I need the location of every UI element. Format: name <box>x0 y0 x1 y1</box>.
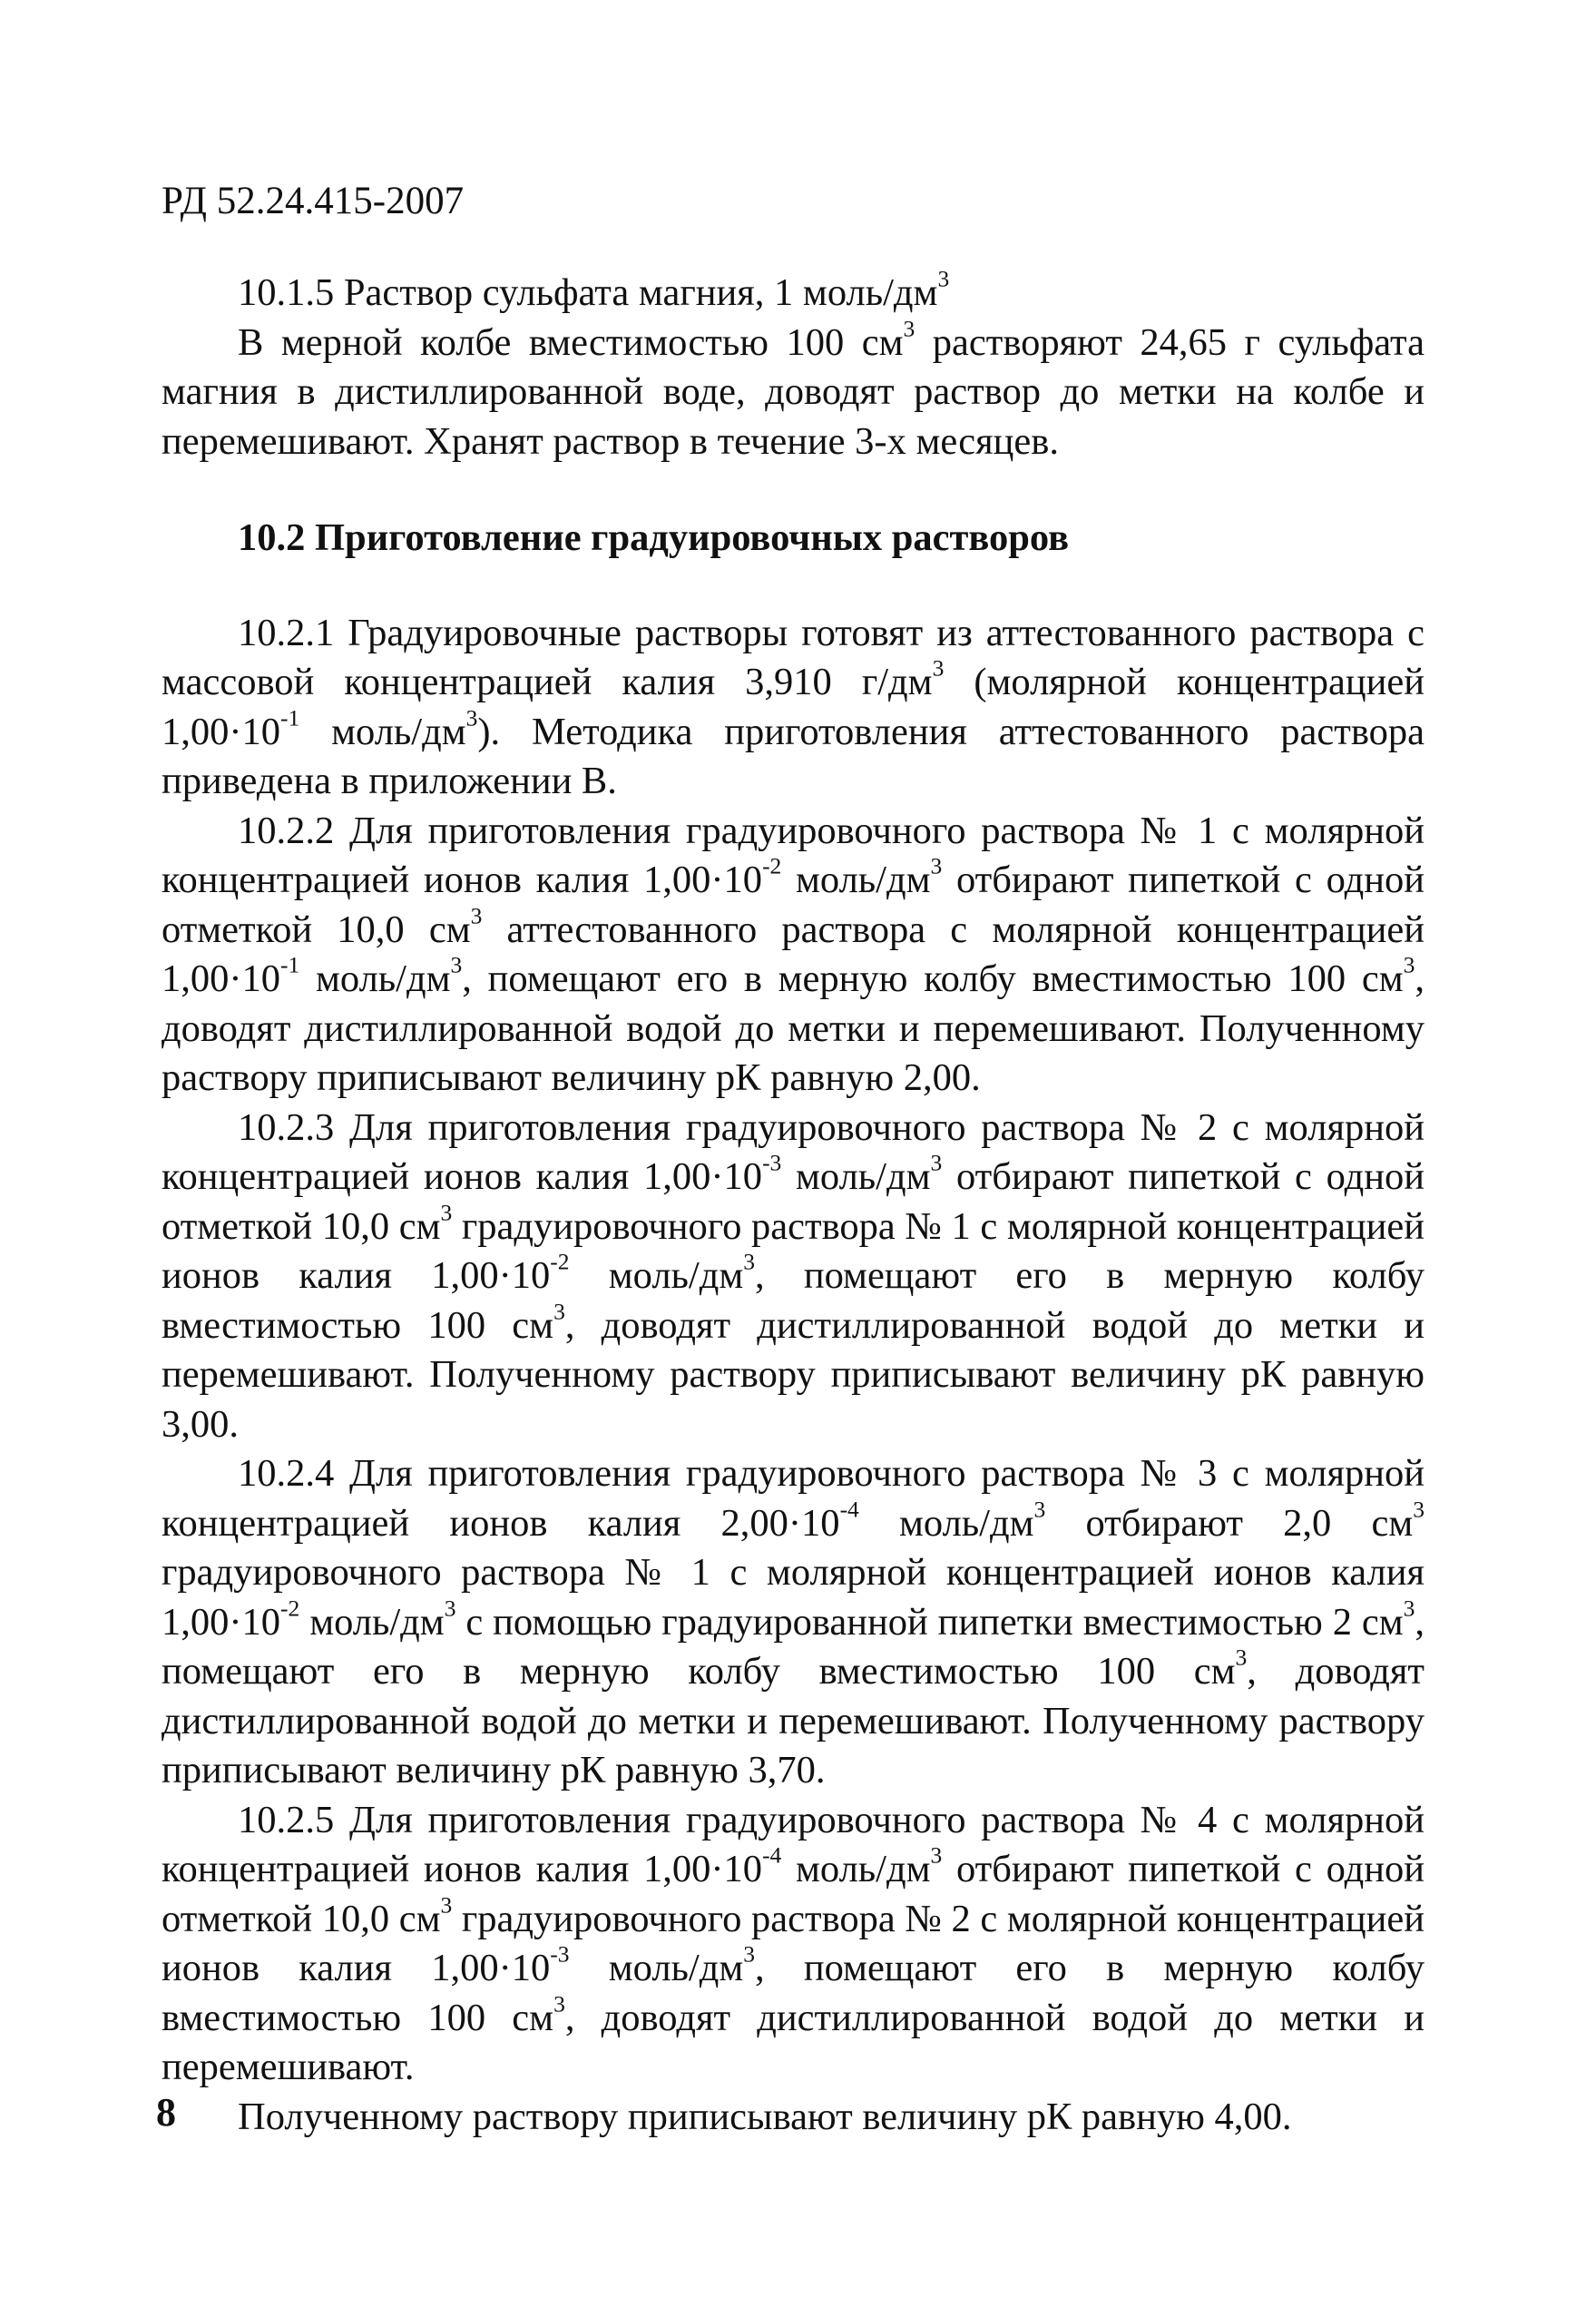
paragraph-10-2-1: 10.2.1 Градуировочные растворы готовят из аттестованного раствора с массовой концентрацией калия 3,910 $г/дм^3$ (молярной концентрацией $1,00\cdot 10^{-1}$ моль/$дм^3$). Методика приготовления аттестованного раствора приведена в приложении В. <box>162 611 1425 802</box>
page-number: 8 <box>156 2090 176 2135</box>
paragraph-10-2-4: 10.2.4 Для приготовления градуировочного раствора № 3 с молярной концентрацией ионов калия $2,00\cdot 10^{-4}$ моль/$дм^3$ отбирают 2,0 $см^3$ градуировочного раствора № 1 с молярной концентрацией ионов калия $1,00\cdot 10^{-2}$ моль/$дм^3$ с помощью градуированной пипетки вместимостью 2 $см^3$, помещают его в мерную колбу вместимостью 100 $см^3$, доводят дистиллированной водой до метки и перемешивают. Полученному раствору приписывают величину рК равную 3,70. <box>162 1452 1425 1791</box>
paragraph-10-2-5: 10.2.5 Для приготовления градуировочного раствора № 4 с молярной концентрацией ионов калия $1,00\cdot 10^{-4}$ моль/$дм^3$ отбирают пипеткой с одной отметкой 10,0 $см^3$ градуировочного раствора № 2 с молярной концентрацией ионов калия $1,00\cdot 10^{-3}$ моль/$дм^3$, помещают его в мерную колбу вместимостью 100 $см^3$, доводят дистиллированной водой до метки и перемешивают. <box>162 1798 1425 2088</box>
paragraph-10-2-3: 10.2.3 Для приготовления градуировочного раствора № 2 с молярной концентрацией ионов калия $1,00\cdot 10^{-3}$ моль/$дм^3$ отбирают пипеткой с одной отметкой 10,0 $см^3$ градуировочного раствора № 1 с молярной концентрацией ионов калия $1,00\cdot 10^{-2}$ моль/$дм^3$, помещают его в мерную колбу вместимостью 100 $см^3$, доводят дистиллированной водой до метки и перемешивают. Полученному раствору приписывают величину рК равную 3,00. <box>162 1105 1425 1446</box>
subsection-10-1-5-title: 10.1.5 Раствор сульфата магния, 1 моль/$дм^3$ <box>238 265 950 314</box>
final-paragraph: Полученному раствору приписывают величину рК равную 4,00. <box>238 2095 1292 2138</box>
document-body <box>162 265 1425 2142</box>
paragraph-10-2-2: 10.2.2 Для приготовления градуировочного раствора № 1 с молярной концентрацией ионов калия $1,00\cdot 10^{-2}$ моль/$дм^3$ отбирают пипеткой с одной отметкой 10,0 $см^3$ аттестованного раствора с молярной концентрацией $1,00\cdot 10^{-1}$ моль/$дм^3$, помещают его в мерную колбу вместимостью 100 $см^3$, доводят дистиллированной водой до метки и перемешивают. Полученному раствору приписывают величину рК равную 2,00. <box>162 809 1425 1099</box>
section-10-2-heading: 10.2 Приготовление градуировочных растворов <box>238 516 1070 559</box>
document-code: РД 52.24.415-2007 <box>162 180 465 222</box>
subsection-10-1-5-body: В мерной колбе вместимостью 100 $см^3$ растворяют 24,65 г сульфата магния в дистиллированной воде, доводят раствор до метки на колбе и перемешивают. Хранят раствор в течение 3-х месяцев. <box>162 315 1425 463</box>
